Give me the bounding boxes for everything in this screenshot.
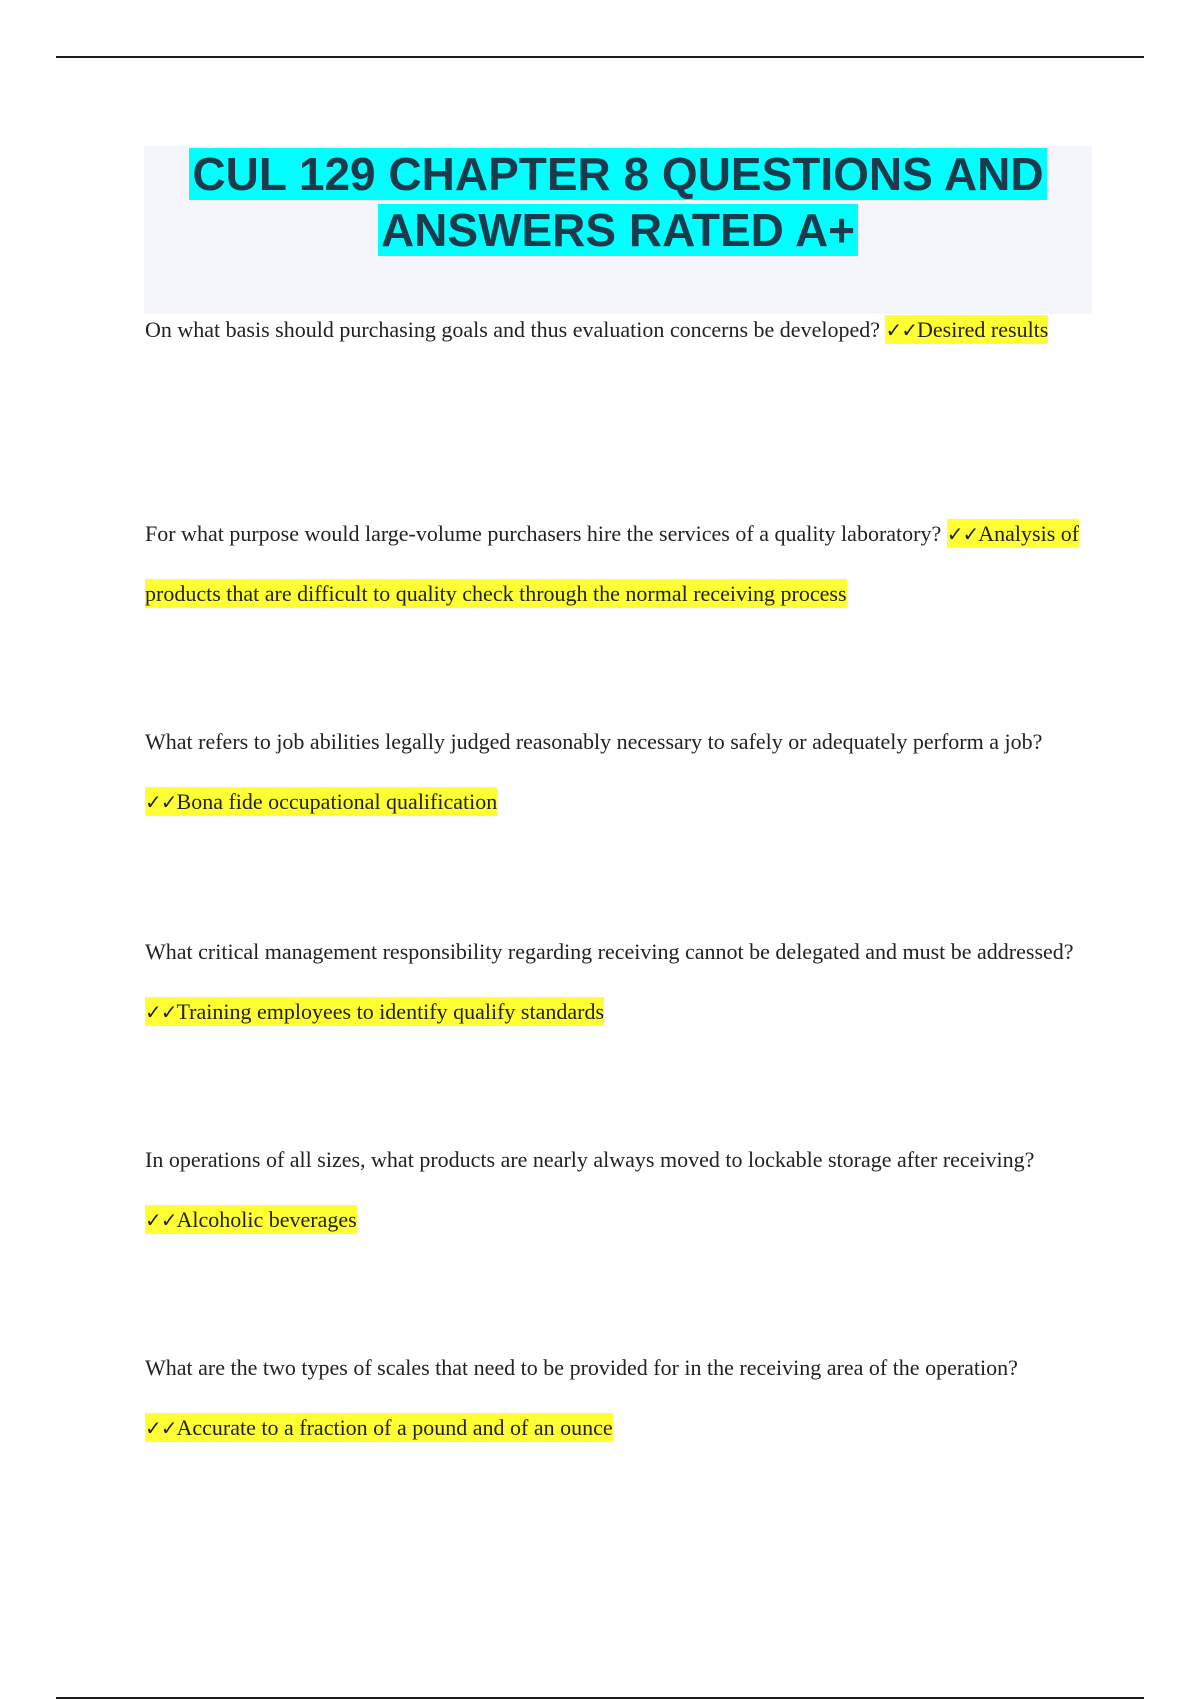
answer-highlight xyxy=(145,1205,357,1234)
qa-item xyxy=(145,504,1095,624)
question-text: What critical management responsibility regarding receiving cannot be delegated and must be addressed? xyxy=(145,939,1074,964)
answer-text: Desired results xyxy=(917,317,1049,342)
qa-item xyxy=(145,712,1095,832)
bottom-rule xyxy=(56,1697,1144,1699)
double-check-icon: ✓✓ xyxy=(145,1416,177,1440)
qa-item xyxy=(145,300,1095,360)
double-check-icon: ✓✓ xyxy=(885,318,917,342)
title-line-2: ANSWERS RATED A+ xyxy=(378,204,858,256)
qa-item xyxy=(145,1130,1095,1250)
question-text: On what basis should purchasing goals and thus evaluation concerns be developed? xyxy=(145,317,886,342)
answer-text: Bona fide occupational qualification xyxy=(176,789,498,814)
double-check-icon: ✓✓ xyxy=(145,1000,177,1024)
answer-text: Training employees to identify qualify standards xyxy=(176,999,605,1024)
question-text: For what purpose would large-volume purchasers hire the services of a quality laboratory? xyxy=(145,521,947,546)
question-text: What are the two types of scales that need to be provided for in the receiving area of the operation? xyxy=(145,1355,1018,1380)
question-text: In operations of all sizes, what products are nearly always moved to lockable storage after receiving? xyxy=(145,1147,1035,1172)
answer-text: Analysis of products that are difficult to quality check through the normal receiving process xyxy=(145,521,1080,606)
answer-highlight xyxy=(145,787,497,816)
answer-highlight xyxy=(145,1413,613,1442)
answer-text: Alcoholic beverages xyxy=(176,1207,357,1232)
question-text: What refers to job abilities legally judged reasonably necessary to safely or adequately perform a job? xyxy=(145,729,1043,754)
title-line-1: CUL 129 CHAPTER 8 QUESTIONS AND xyxy=(189,148,1046,200)
answer-text: Accurate to a fraction of a pound and of an ounce xyxy=(176,1415,613,1440)
answer-highlight xyxy=(885,315,1048,344)
double-check-icon: ✓✓ xyxy=(145,790,177,814)
double-check-icon: ✓✓ xyxy=(946,522,979,546)
answer-highlight xyxy=(145,997,604,1026)
qa-item xyxy=(145,922,1095,1042)
qa-item xyxy=(145,1338,1095,1458)
page-title xyxy=(144,146,1092,258)
top-rule xyxy=(56,56,1144,58)
double-check-icon: ✓✓ xyxy=(145,1208,177,1232)
